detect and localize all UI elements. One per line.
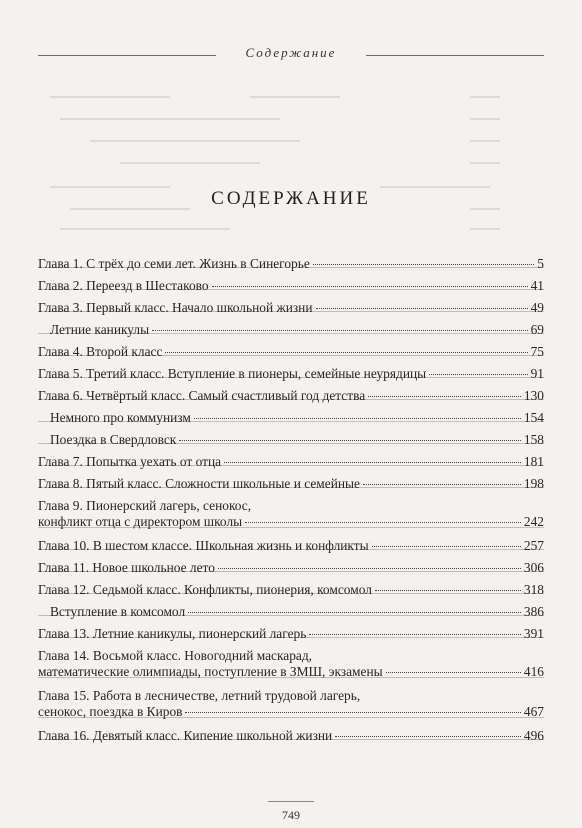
folio-rule xyxy=(268,801,314,802)
dot-leader xyxy=(185,712,520,713)
toc-entry-title: Поездка в Свердловск xyxy=(50,432,177,447)
dot-leader xyxy=(429,374,527,375)
dot-leader xyxy=(372,546,521,547)
dot-leader xyxy=(224,462,521,463)
dot-leader xyxy=(194,418,521,419)
toc-entry-line xyxy=(38,498,544,514)
dot-leader xyxy=(152,330,528,331)
toc-entry-title: Глава 7. Попытка уехать от отца xyxy=(38,454,222,469)
page-title: СОДЕРЖАНИЕ xyxy=(211,188,371,209)
dot-leader xyxy=(363,484,521,485)
toc-entry-page: 306 xyxy=(523,560,544,575)
toc-entry-page: 318 xyxy=(523,582,544,597)
toc-entry-title: Глава 5. Третий класс. Вступление в пионеры, семейные неурядицы xyxy=(38,366,427,381)
toc-entry xyxy=(38,268,544,293)
toc-entry xyxy=(38,528,544,553)
toc-entry xyxy=(38,488,544,528)
dot-leader xyxy=(335,736,521,737)
toc-entry-page: 5 xyxy=(537,256,544,271)
toc-entry-title: Глава 10. В шестом классе. Школьная жизнь и конфликты xyxy=(38,538,369,553)
page-number: 749 xyxy=(282,808,300,822)
toc-entry-title: Летние каникулы xyxy=(50,322,150,337)
dot-leader xyxy=(368,396,521,397)
dot-leader xyxy=(218,568,521,569)
running-head xyxy=(38,44,544,64)
toc-entry-page: 198 xyxy=(523,476,544,491)
toc-entry xyxy=(38,572,544,597)
dot-leader xyxy=(212,286,528,287)
toc-entry xyxy=(38,678,544,718)
toc-entry-page: 69 xyxy=(530,322,544,337)
toc-entry-page: 75 xyxy=(530,344,544,359)
toc-entry xyxy=(38,550,544,575)
toc-entry-page: 242 xyxy=(523,514,544,529)
toc-entry-page: 49 xyxy=(530,300,544,315)
dot-leader xyxy=(316,308,528,309)
toc-entry-line xyxy=(38,648,544,664)
toc-entry xyxy=(38,638,544,678)
dot-leader xyxy=(309,634,521,635)
toc-entry-page: 130 xyxy=(523,388,544,403)
toc-entry-title: Вступление в комсомол xyxy=(50,604,186,619)
toc-entry-title: конфликт отца с директором школы xyxy=(38,514,243,529)
toc-entry-page: 181 xyxy=(523,454,544,469)
toc-entry xyxy=(38,422,544,447)
toc-entry-page: 467 xyxy=(523,704,544,719)
toc-entry xyxy=(38,718,544,743)
running-head-text: Содержание xyxy=(245,45,337,60)
toc-entry-page: 91 xyxy=(530,366,544,381)
toc-entry-title: Глава 16. Девятый класс. Кипение школьной жизни xyxy=(38,728,333,743)
toc-entry-title: Глава 6. Четвёртый класс. Самый счастливый год детства xyxy=(38,388,366,403)
running-head-rule-right xyxy=(366,55,544,56)
toc-entry xyxy=(38,290,544,315)
dot-leader xyxy=(179,440,521,441)
toc-entry-page: 154 xyxy=(523,410,544,425)
toc-entry xyxy=(38,444,544,469)
toc-entry-title: Глава 12. Седьмой класс. Конфликты, пионерия, комсомол xyxy=(38,582,372,597)
toc-entry xyxy=(38,334,544,359)
toc-entry-page: 257 xyxy=(523,538,544,553)
toc-entry xyxy=(38,378,544,403)
toc-entry-title: Глава 3. Первый класс. Начало школьной жизни xyxy=(38,300,313,315)
toc-entry xyxy=(38,594,544,619)
toc-entry-page: 496 xyxy=(523,728,544,743)
toc-entry xyxy=(38,312,544,337)
dot-leader xyxy=(375,590,521,591)
toc-entry-page: 416 xyxy=(523,664,544,679)
toc-entry-page: 391 xyxy=(523,626,544,641)
toc-entry-title: математические олимпиады, поступление в ЗМШ, экзамены xyxy=(38,664,383,679)
toc-entry-title: Глава 9. Пионерский лагерь, сенокос, xyxy=(38,498,252,513)
dot-leader xyxy=(386,672,521,673)
dot-leader xyxy=(313,264,535,265)
toc-entry xyxy=(38,400,544,425)
toc-entry-title: сенокос, поездка в Киров xyxy=(38,704,183,719)
table-of-contents xyxy=(38,246,544,743)
toc-entry-title: Глава 14. Восьмой класс. Новогодний маскарад, xyxy=(38,648,313,663)
toc-entry xyxy=(38,616,544,641)
toc-entry-line xyxy=(38,688,544,704)
toc-entry-title: Глава 13. Летние каникулы, пионерский лагерь xyxy=(38,626,307,641)
toc-entry-title: Глава 11. Новое школьное лето xyxy=(38,560,215,575)
toc-entry-title: Глава 8. Пятый класс. Сложности школьные и семейные xyxy=(38,476,360,491)
toc-entry xyxy=(38,466,544,491)
toc-entry-title: Немного про коммунизм xyxy=(50,410,191,425)
toc-entry-title: Глава 1. С трёх до семи лет. Жизнь в Синегорье xyxy=(38,256,310,271)
toc-entry-page: 386 xyxy=(523,604,544,619)
toc-entry-title: Глава 2. Переезд в Шестаково xyxy=(38,278,209,293)
toc-entry-title: Глава 4. Второй класс xyxy=(38,344,163,359)
toc-entry-page: 41 xyxy=(530,278,544,293)
toc-entry-title: Глава 15. Работа в лесничестве, летний трудовой лагерь, xyxy=(38,688,361,703)
dot-leader xyxy=(165,352,527,353)
dot-leader xyxy=(188,612,521,613)
toc-entry-page: 158 xyxy=(523,432,544,447)
toc-entry xyxy=(38,246,544,271)
dot-leader xyxy=(245,522,521,523)
toc-entry xyxy=(38,356,544,381)
toc-entry-line xyxy=(38,728,544,744)
